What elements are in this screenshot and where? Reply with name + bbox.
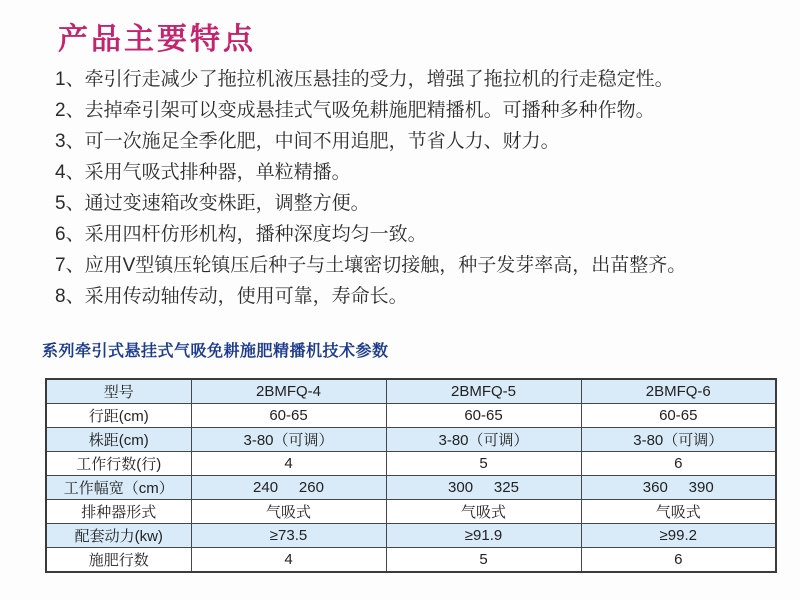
row-label-cell: 行距(cm) bbox=[46, 404, 191, 428]
feature-item: 8、采用传动轴传动，使用可靠，寿命长。 bbox=[55, 286, 408, 307]
value-cell: ≥91.9 bbox=[386, 524, 581, 548]
row-label-cell: 工作幅宽（cm） bbox=[46, 476, 191, 500]
value-cell: 气吸式 bbox=[581, 500, 776, 524]
value-cell: 气吸式 bbox=[386, 500, 581, 524]
table-header-cell: 2BMFQ-4 bbox=[191, 379, 386, 404]
value-cell: 气吸式 bbox=[191, 500, 386, 524]
value-cell: 60-65 bbox=[581, 404, 776, 428]
table-row bbox=[46, 548, 776, 573]
feature-item: 3、可一次施足全季化肥，中间不用追肥，节省人力、财力。 bbox=[55, 131, 560, 152]
table-header-cell: 2BMFQ-6 bbox=[581, 379, 776, 404]
table-header-row bbox=[46, 379, 776, 404]
spec-table-title: 系列牵引式悬挂式气吸免耕施肥精播机技术参数 bbox=[42, 343, 389, 360]
row-label-cell: 施肥行数 bbox=[46, 548, 191, 573]
table-row bbox=[46, 476, 776, 500]
value-cell: 3-80（可调） bbox=[581, 428, 776, 452]
value-cell: 6 bbox=[581, 452, 776, 476]
value-cell: ≥73.5 bbox=[191, 524, 386, 548]
feature-item: 1、牵引行走减少了拖拉机液压悬挂的受力，增强了拖拉机的行走稳定性。 bbox=[55, 69, 674, 90]
row-label-cell: 配套动力(kw) bbox=[46, 524, 191, 548]
table-row bbox=[46, 404, 776, 428]
row-label-cell: 排种器形式 bbox=[46, 500, 191, 524]
row-label-cell: 株距(cm) bbox=[46, 428, 191, 452]
table-row bbox=[46, 524, 776, 548]
feature-item: 6、采用四杆仿形机构，播种深度均匀一致。 bbox=[55, 224, 427, 245]
feature-list bbox=[55, 64, 755, 312]
value-cell: ≥99.2 bbox=[581, 524, 776, 548]
value-cell: 3-80（可调） bbox=[386, 428, 581, 452]
table-header-cell: 2BMFQ-5 bbox=[386, 379, 581, 404]
value-cell: 300 325 bbox=[386, 476, 581, 500]
value-cell: 360 390 bbox=[581, 476, 776, 500]
row-label-cell: 工作行数(行) bbox=[46, 452, 191, 476]
feature-item: 5、通过变速箱改变株距，调整方便。 bbox=[55, 193, 370, 214]
value-cell: 4 bbox=[191, 452, 386, 476]
value-cell: 3-80（可调） bbox=[191, 428, 386, 452]
value-cell: 5 bbox=[386, 452, 581, 476]
table-row bbox=[46, 500, 776, 524]
value-cell: 60-65 bbox=[386, 404, 581, 428]
value-cell: 6 bbox=[581, 548, 776, 573]
value-cell: 4 bbox=[191, 548, 386, 573]
value-cell: 5 bbox=[386, 548, 581, 573]
page-title: 产品主要特点 bbox=[58, 23, 256, 56]
table-row bbox=[46, 428, 776, 452]
value-cell: 240 260 bbox=[191, 476, 386, 500]
value-cell: 60-65 bbox=[191, 404, 386, 428]
feature-item: 7、应用V型镇压轮镇压后种子与土壤密切接触，种子发芽率高，出苗整齐。 bbox=[55, 255, 687, 276]
spec-table bbox=[45, 378, 777, 573]
feature-item: 4、采用气吸式排种器，单粒精播。 bbox=[55, 162, 351, 183]
feature-item: 2、去掉牵引架可以变成悬挂式气吸免耕施肥精播机。可播种多种作物。 bbox=[55, 100, 655, 121]
table-row bbox=[46, 452, 776, 476]
table-header-cell: 型号 bbox=[46, 379, 191, 404]
